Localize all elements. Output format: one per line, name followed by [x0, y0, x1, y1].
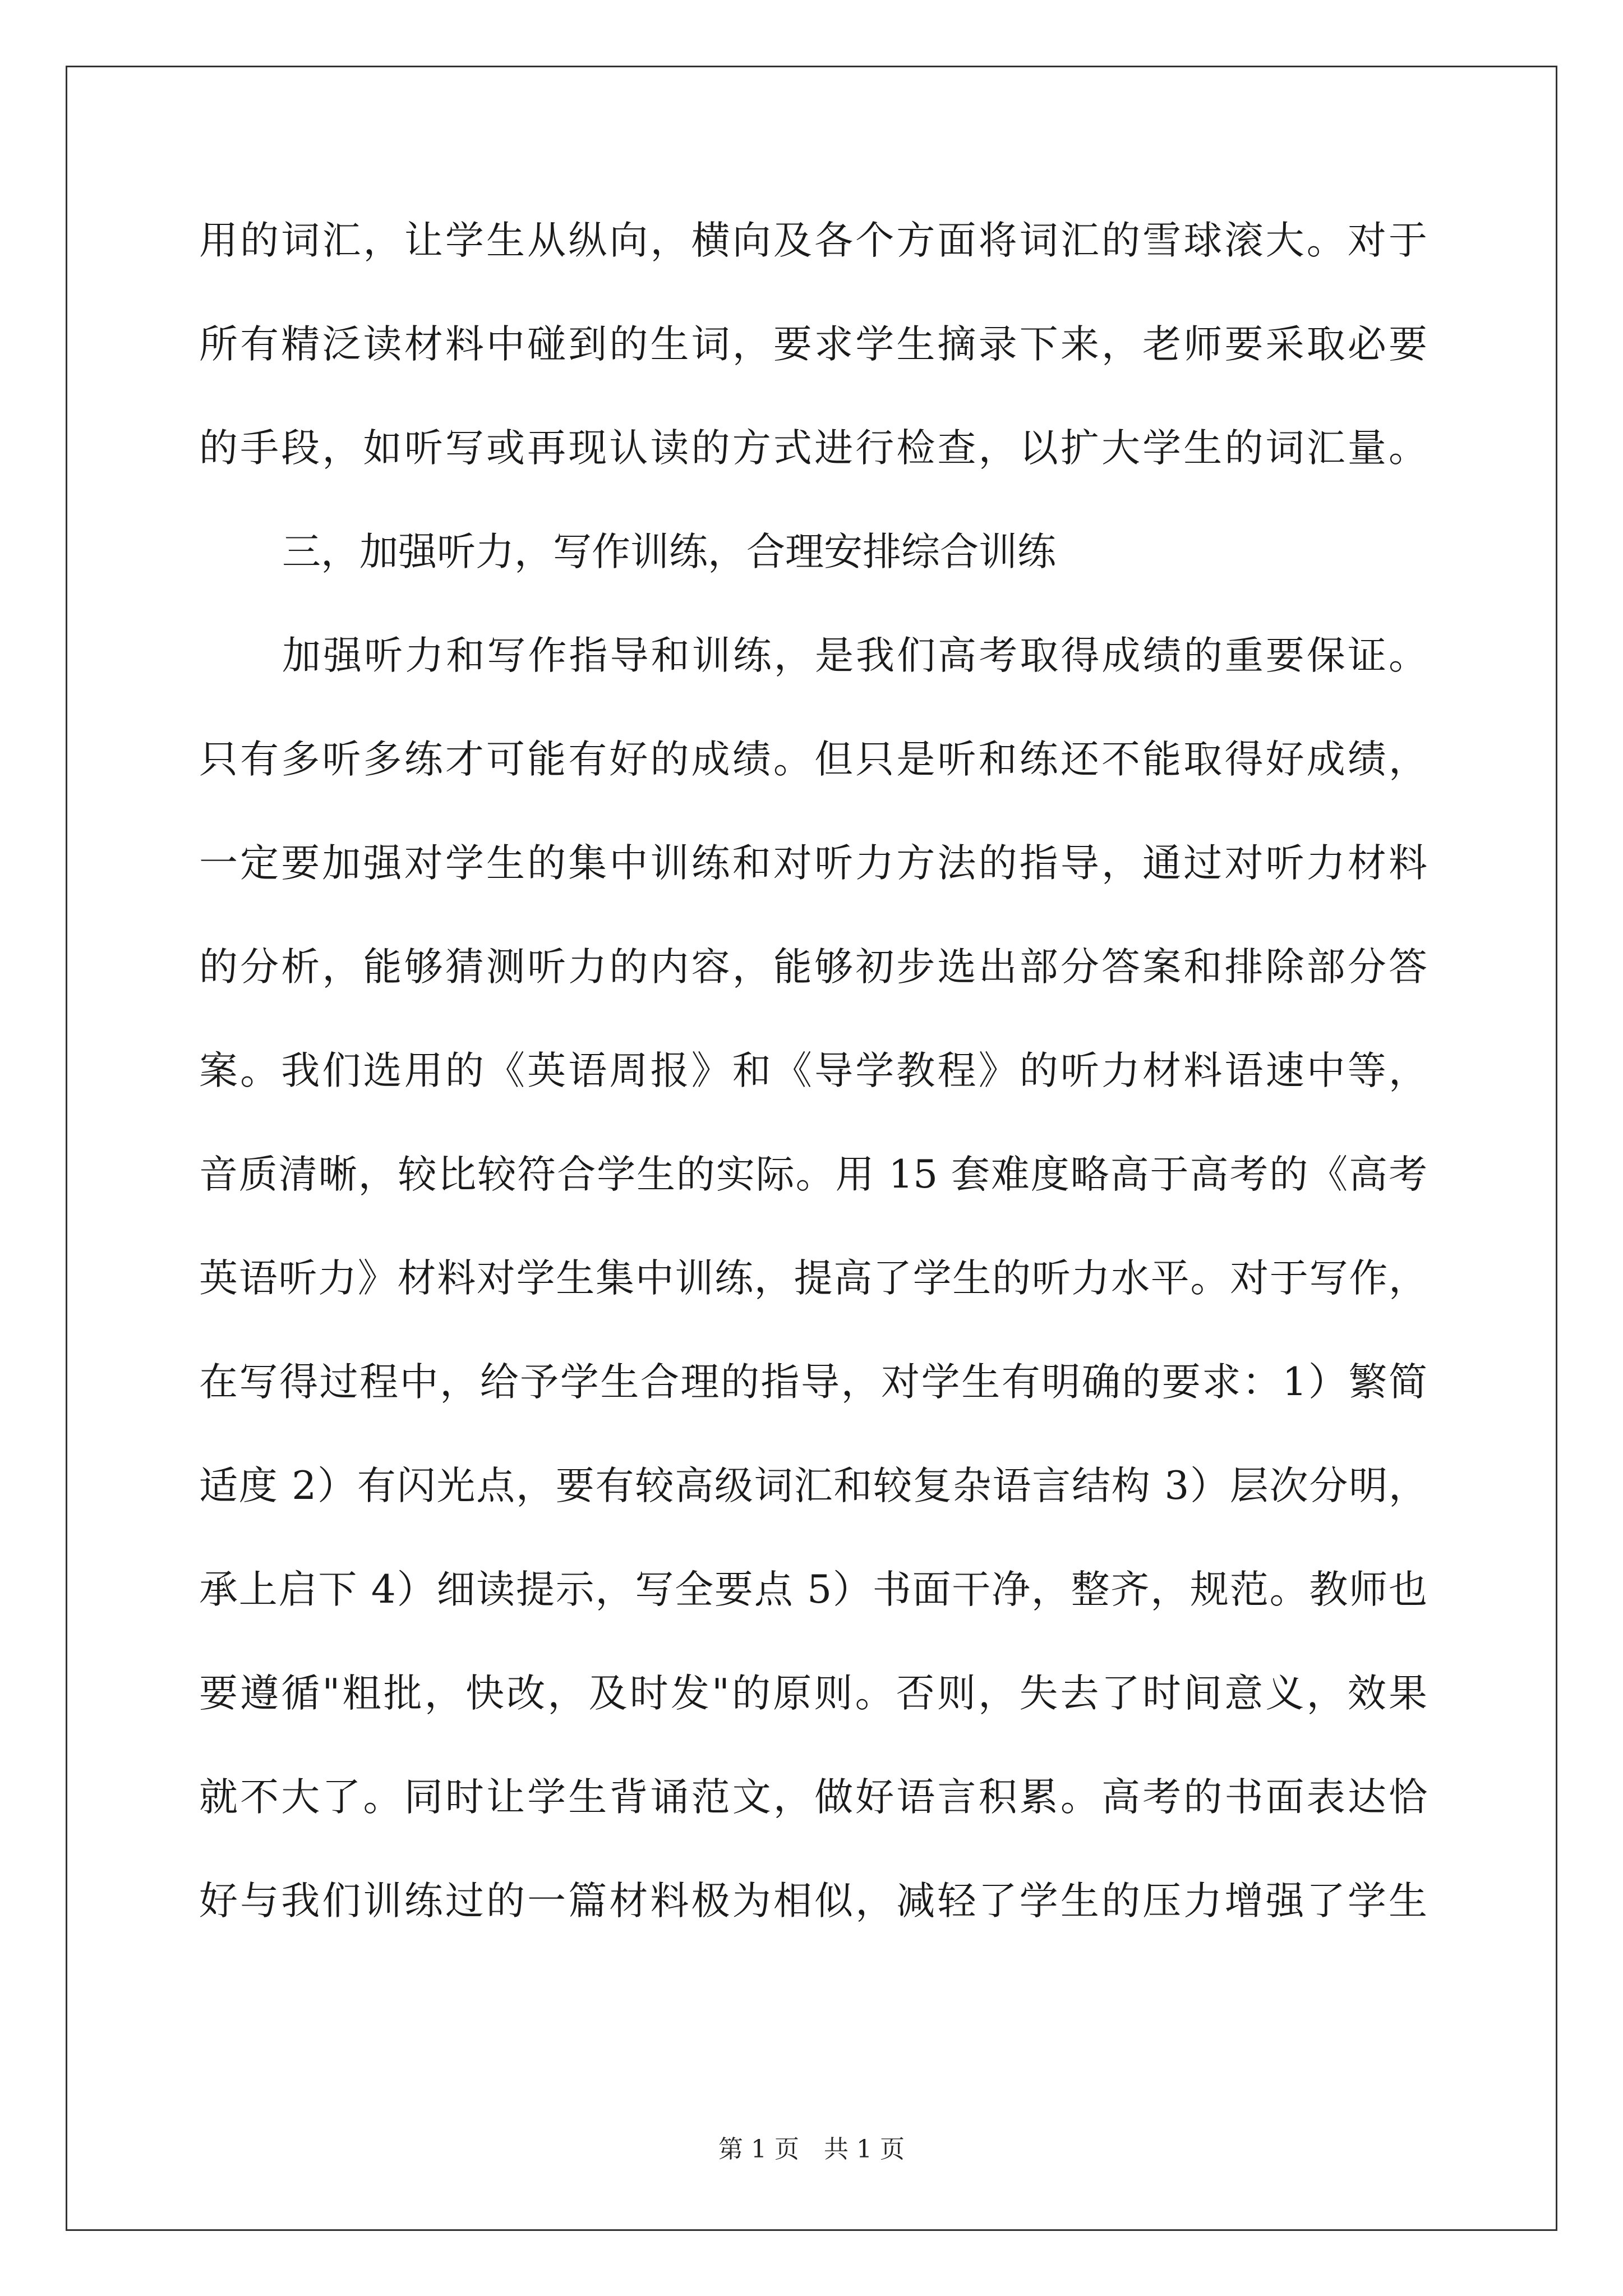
text-line: 音质清晰，较比较符合学生的实际。用 15 套难度略高于高考的《高考	[199, 1152, 1427, 1197]
text-line: 只有多听多练才可能有好的成绩。但只是听和练还不能取得好成绩，	[199, 737, 1427, 782]
section-heading: 三，加强听力，写作训练，合理安排综合训练	[282, 530, 1056, 574]
text-line: 承上启下 4）细读提示，写全要点 5）书面干净，整齐，规范。教师也	[199, 1567, 1427, 1612]
text-line: 适度 2）有闪光点，要有较高级词汇和较复杂语言结构 3）层次分明，	[199, 1464, 1427, 1508]
text-line: 好与我们训练过的一篇材料极为相似，减轻了学生的压力增强了学生	[199, 1879, 1427, 1924]
document-body	[199, 199, 1427, 1963]
text-line: 的手段，如听写或再现认读的方式进行检查，以扩大学生的词汇量。	[199, 426, 1427, 471]
page-total: 共 1 页	[824, 2135, 905, 2164]
text-line: 一定要加强对学生的集中训练和对听力方法的指导，通过对听力材料	[199, 841, 1427, 886]
text-line: 的分析，能够猜测听力的内容，能够初步选出部分答案和排除部分答	[199, 945, 1427, 990]
page-footer	[0, 2133, 1623, 2166]
text-line: 在写得过程中，给予学生合理的指导，对学生有明确的要求：1）繁简	[199, 1360, 1427, 1405]
text-line: 案。我们选用的《英语周报》和《导学教程》的听力材料语速中等，	[199, 1048, 1427, 1093]
page-number: 第 1 页	[718, 2135, 799, 2164]
text-line: 要遵循"粗批，快改，及时发"的原则。否则，失去了时间意义，效果	[199, 1671, 1427, 1716]
paragraph-first-line: 加强听力和写作指导和训练，是我们高考取得成绩的重要保证。	[282, 633, 1427, 678]
text-line: 就不大了。同时让学生背诵范文，做好语言积累。高考的书面表达恰	[199, 1775, 1427, 1820]
text-line: 所有精泛读材料中碰到的生词，要求学生摘录下来，老师要采取必要	[199, 322, 1427, 367]
text-line: 用的词汇，让学生从纵向，横向及各个方面将词汇的雪球滚大。对于	[199, 218, 1427, 263]
text-line: 英语听力》材料对学生集中训练，提高了学生的听力水平。对于写作，	[199, 1256, 1427, 1301]
